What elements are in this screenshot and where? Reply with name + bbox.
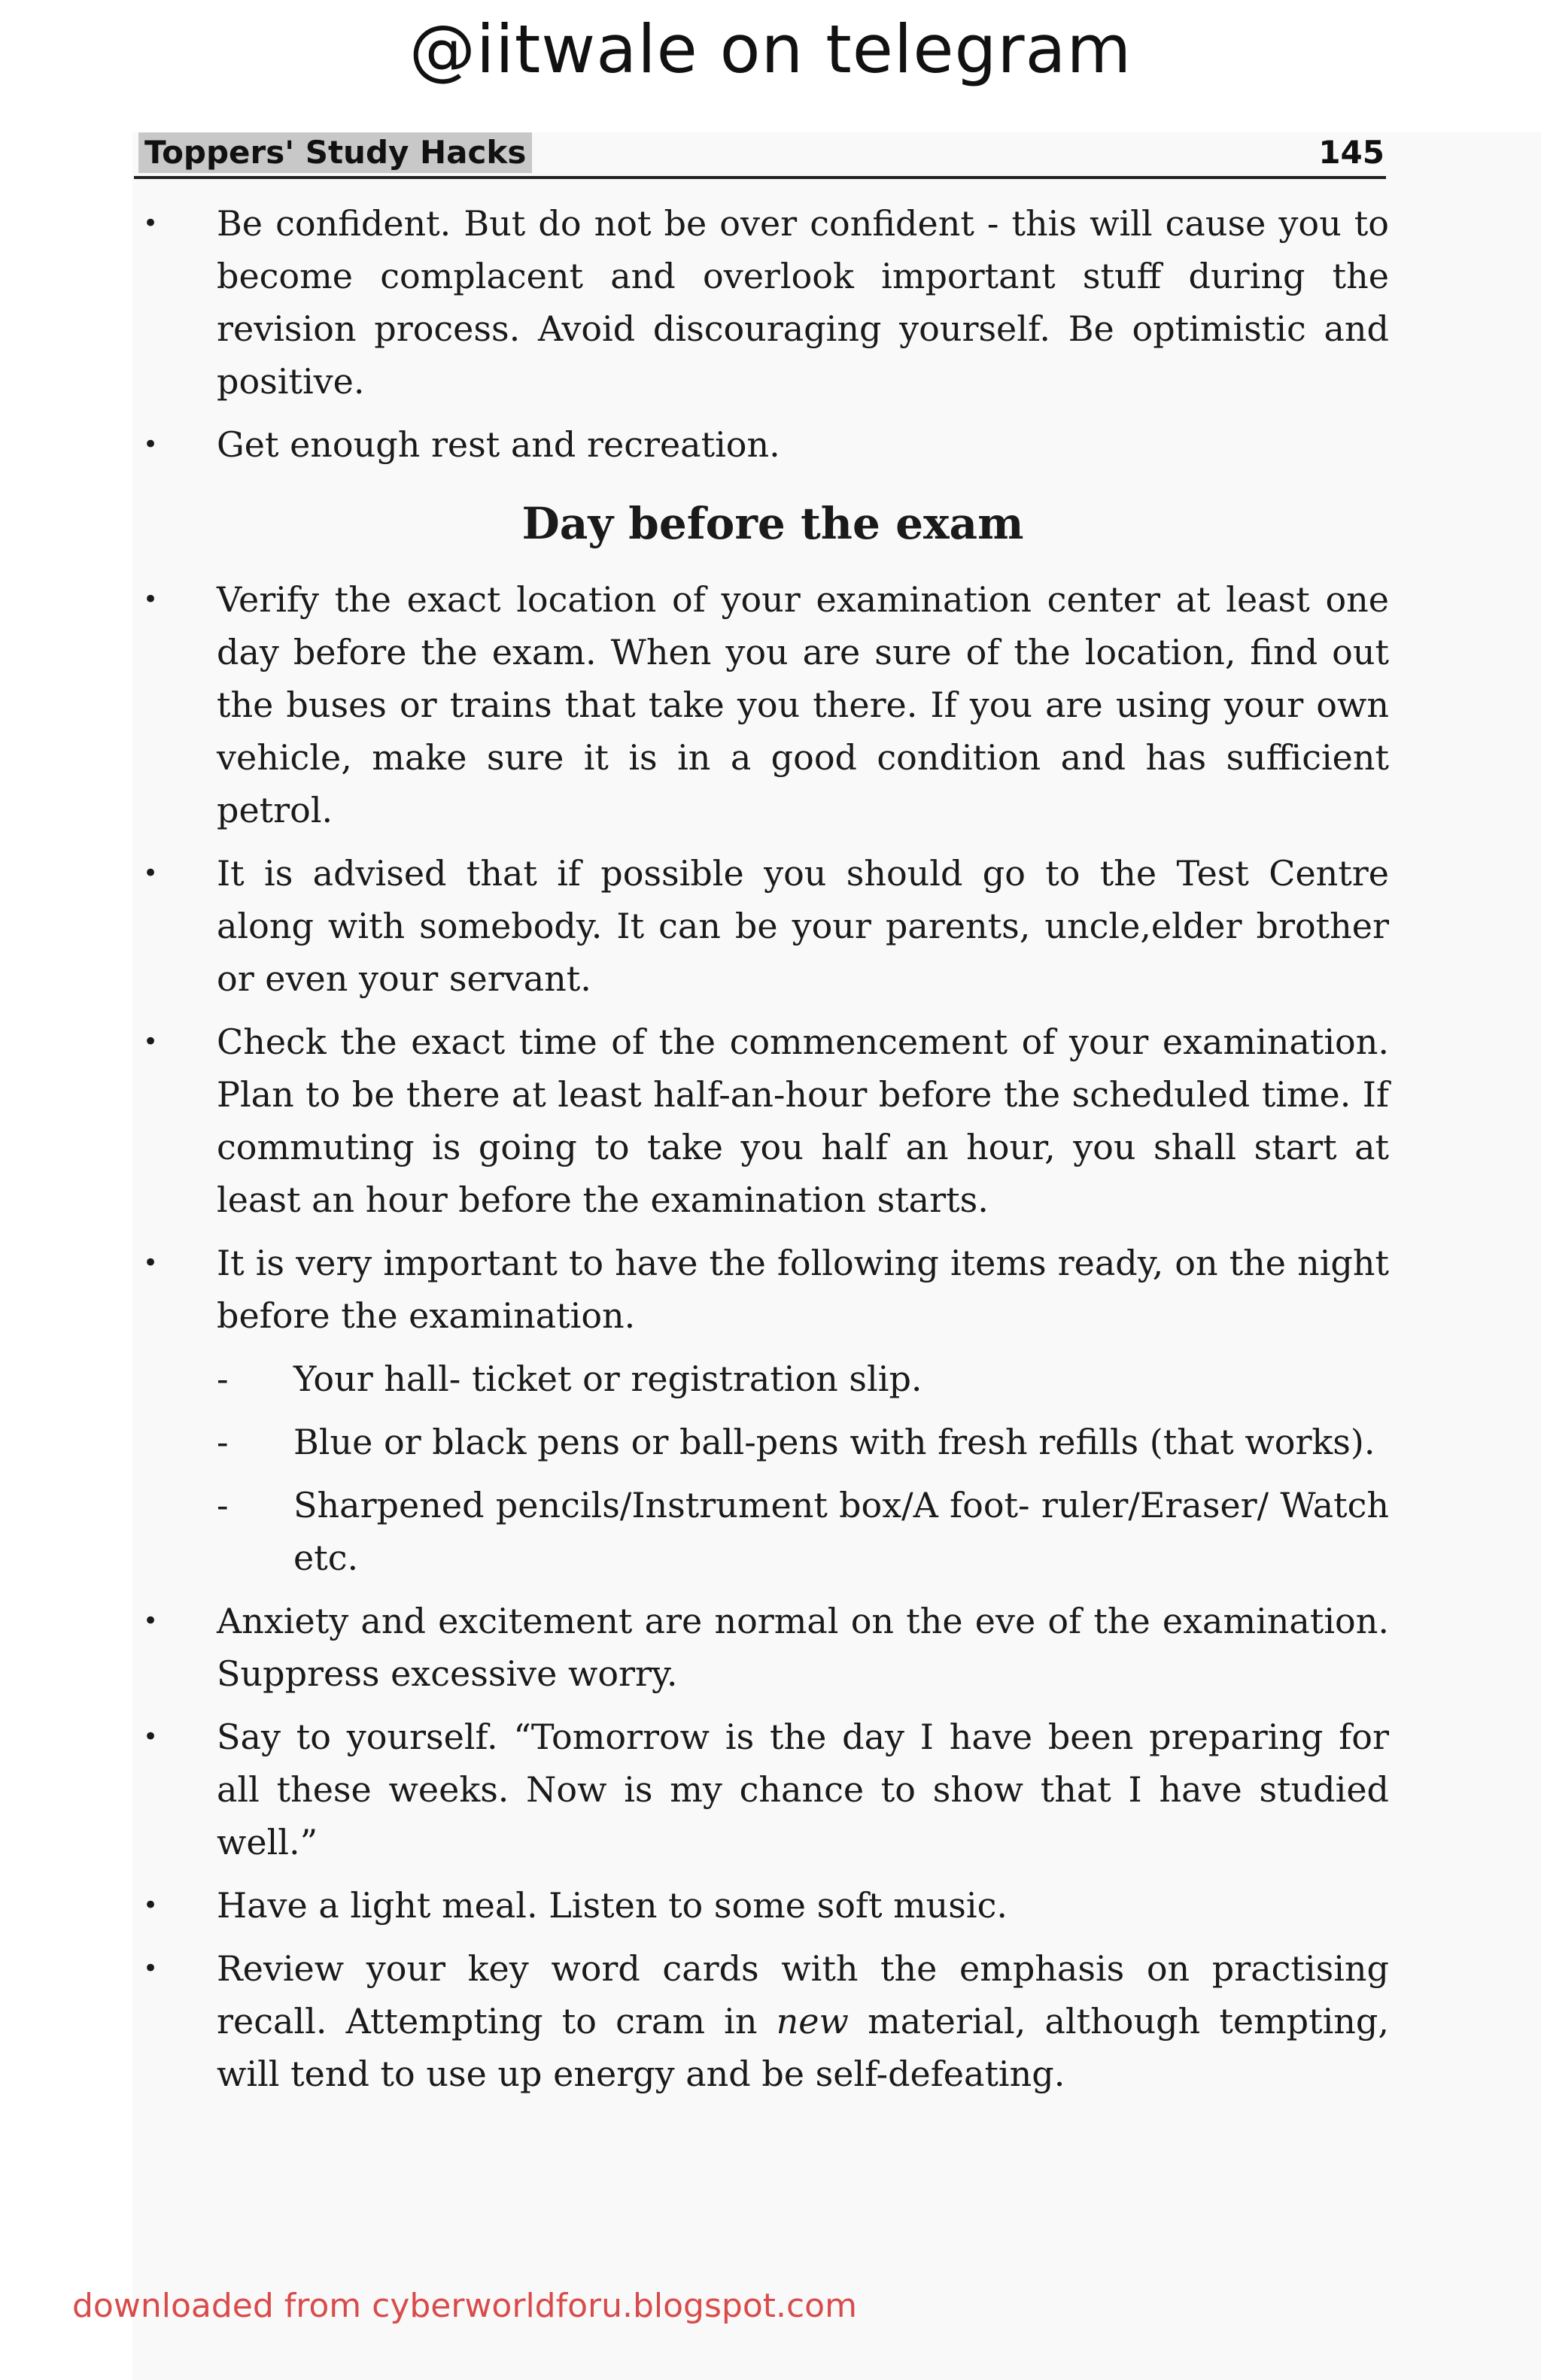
list-item-text: Check the exact time of the commencement of your examination. Plan to be there at least half-an-hour before the scheduled time. If commuting is going to take you half an hour, you shall start at least an hour before the examination starts. xyxy=(217,1022,1389,1220)
dash-icon: - xyxy=(217,1422,229,1462)
emphasis-text: new xyxy=(776,2001,849,2042)
sub-list-item-text: Sharpened pencils/Instrument box/A foot- ruler/Eraser/ Watch etc. xyxy=(293,1485,1389,1578)
bullet-icon: • xyxy=(143,1606,159,1636)
bullet-icon: • xyxy=(143,430,159,460)
section-heading: Day before the exam xyxy=(521,498,1024,549)
list-item xyxy=(141,1595,1389,1700)
list-item-text xyxy=(217,1948,1389,2094)
list-item-text: Say to yourself. “Tomorrow is the day I have been preparing for all these weeks. Now is my chance to show that I have studied well.” xyxy=(217,1717,1389,1862)
list-item-text: Anxiety and excitement are normal on the eve of the examination. Suppress excessive worry. xyxy=(217,1601,1389,1694)
list-item-text: Verify the exact location of your examination center at least one day before the exam. When you are sure of the location, find out the buses or trains that take you there. If you are using your own vehicle, make sure it is in a good condition and has sufficient petrol. xyxy=(217,579,1389,830)
bullet-icon: • xyxy=(143,208,159,238)
list-item-text: It is very important to have the following items ready, on the night before the examination. xyxy=(217,1243,1389,1336)
list-item-text: Have a light meal. Listen to some soft music. xyxy=(217,1885,1008,1926)
list-item xyxy=(141,1711,1389,1868)
telegram-watermark: @iitwale on telegram xyxy=(409,11,1132,88)
list-item xyxy=(141,1015,1389,1226)
list-item xyxy=(141,1879,1389,1932)
bullet-icon: • xyxy=(143,1953,159,1984)
page-body xyxy=(141,197,1389,2111)
list-item xyxy=(141,197,1389,408)
list-item xyxy=(141,847,1389,1005)
list-item-text: Get enough rest and recreation. xyxy=(217,424,780,465)
dash-icon: - xyxy=(217,1358,229,1399)
dash-icon: - xyxy=(217,1485,229,1525)
book-title: Toppers' Study Hacks xyxy=(138,132,532,173)
bullet-icon: • xyxy=(143,1248,159,1278)
list-item xyxy=(141,573,1389,836)
list-item xyxy=(141,1942,1389,2100)
bullet-icon: • xyxy=(143,858,159,888)
sub-list-item-text: Blue or black pens or ball-pens with fresh refills (that works). xyxy=(293,1422,1375,1462)
sub-list-item-text: Your hall- ticket or registration slip. xyxy=(293,1358,922,1399)
list-item-text-part: material, although tempting, will tend to use up energy and be self-defeating. xyxy=(217,2001,1390,2094)
sub-list-item xyxy=(141,1416,1389,1468)
list-item-text: It is advised that if possible you should go to the Test Centre along with somebody. It can be your parents, uncle,elder brother or even your servant. xyxy=(217,853,1389,999)
bullet-icon: • xyxy=(143,1890,159,1920)
sub-list-item xyxy=(141,1352,1389,1405)
list-item xyxy=(141,1237,1389,1342)
list-item xyxy=(141,418,1389,471)
list-item-text-part: Review your key word cards with the emphasis on practising recall. Attempting to cram in xyxy=(217,1948,1389,2042)
bullet-icon: • xyxy=(143,1027,159,1057)
page-number: 145 xyxy=(1318,134,1384,171)
blog-watermark: downloaded from cyberworldforu.blogspot.com xyxy=(72,2287,857,2325)
list-item-text: Be confident. But do not be over confident - this will cause you to become complacent and overlook important stuff during the revision process. Avoid discouraging yourself. Be optimistic and positive. xyxy=(217,203,1389,402)
sub-list-item xyxy=(141,1479,1389,1584)
running-header xyxy=(134,129,1386,179)
bullet-icon: • xyxy=(143,1722,159,1752)
bullet-icon: • xyxy=(143,584,159,615)
